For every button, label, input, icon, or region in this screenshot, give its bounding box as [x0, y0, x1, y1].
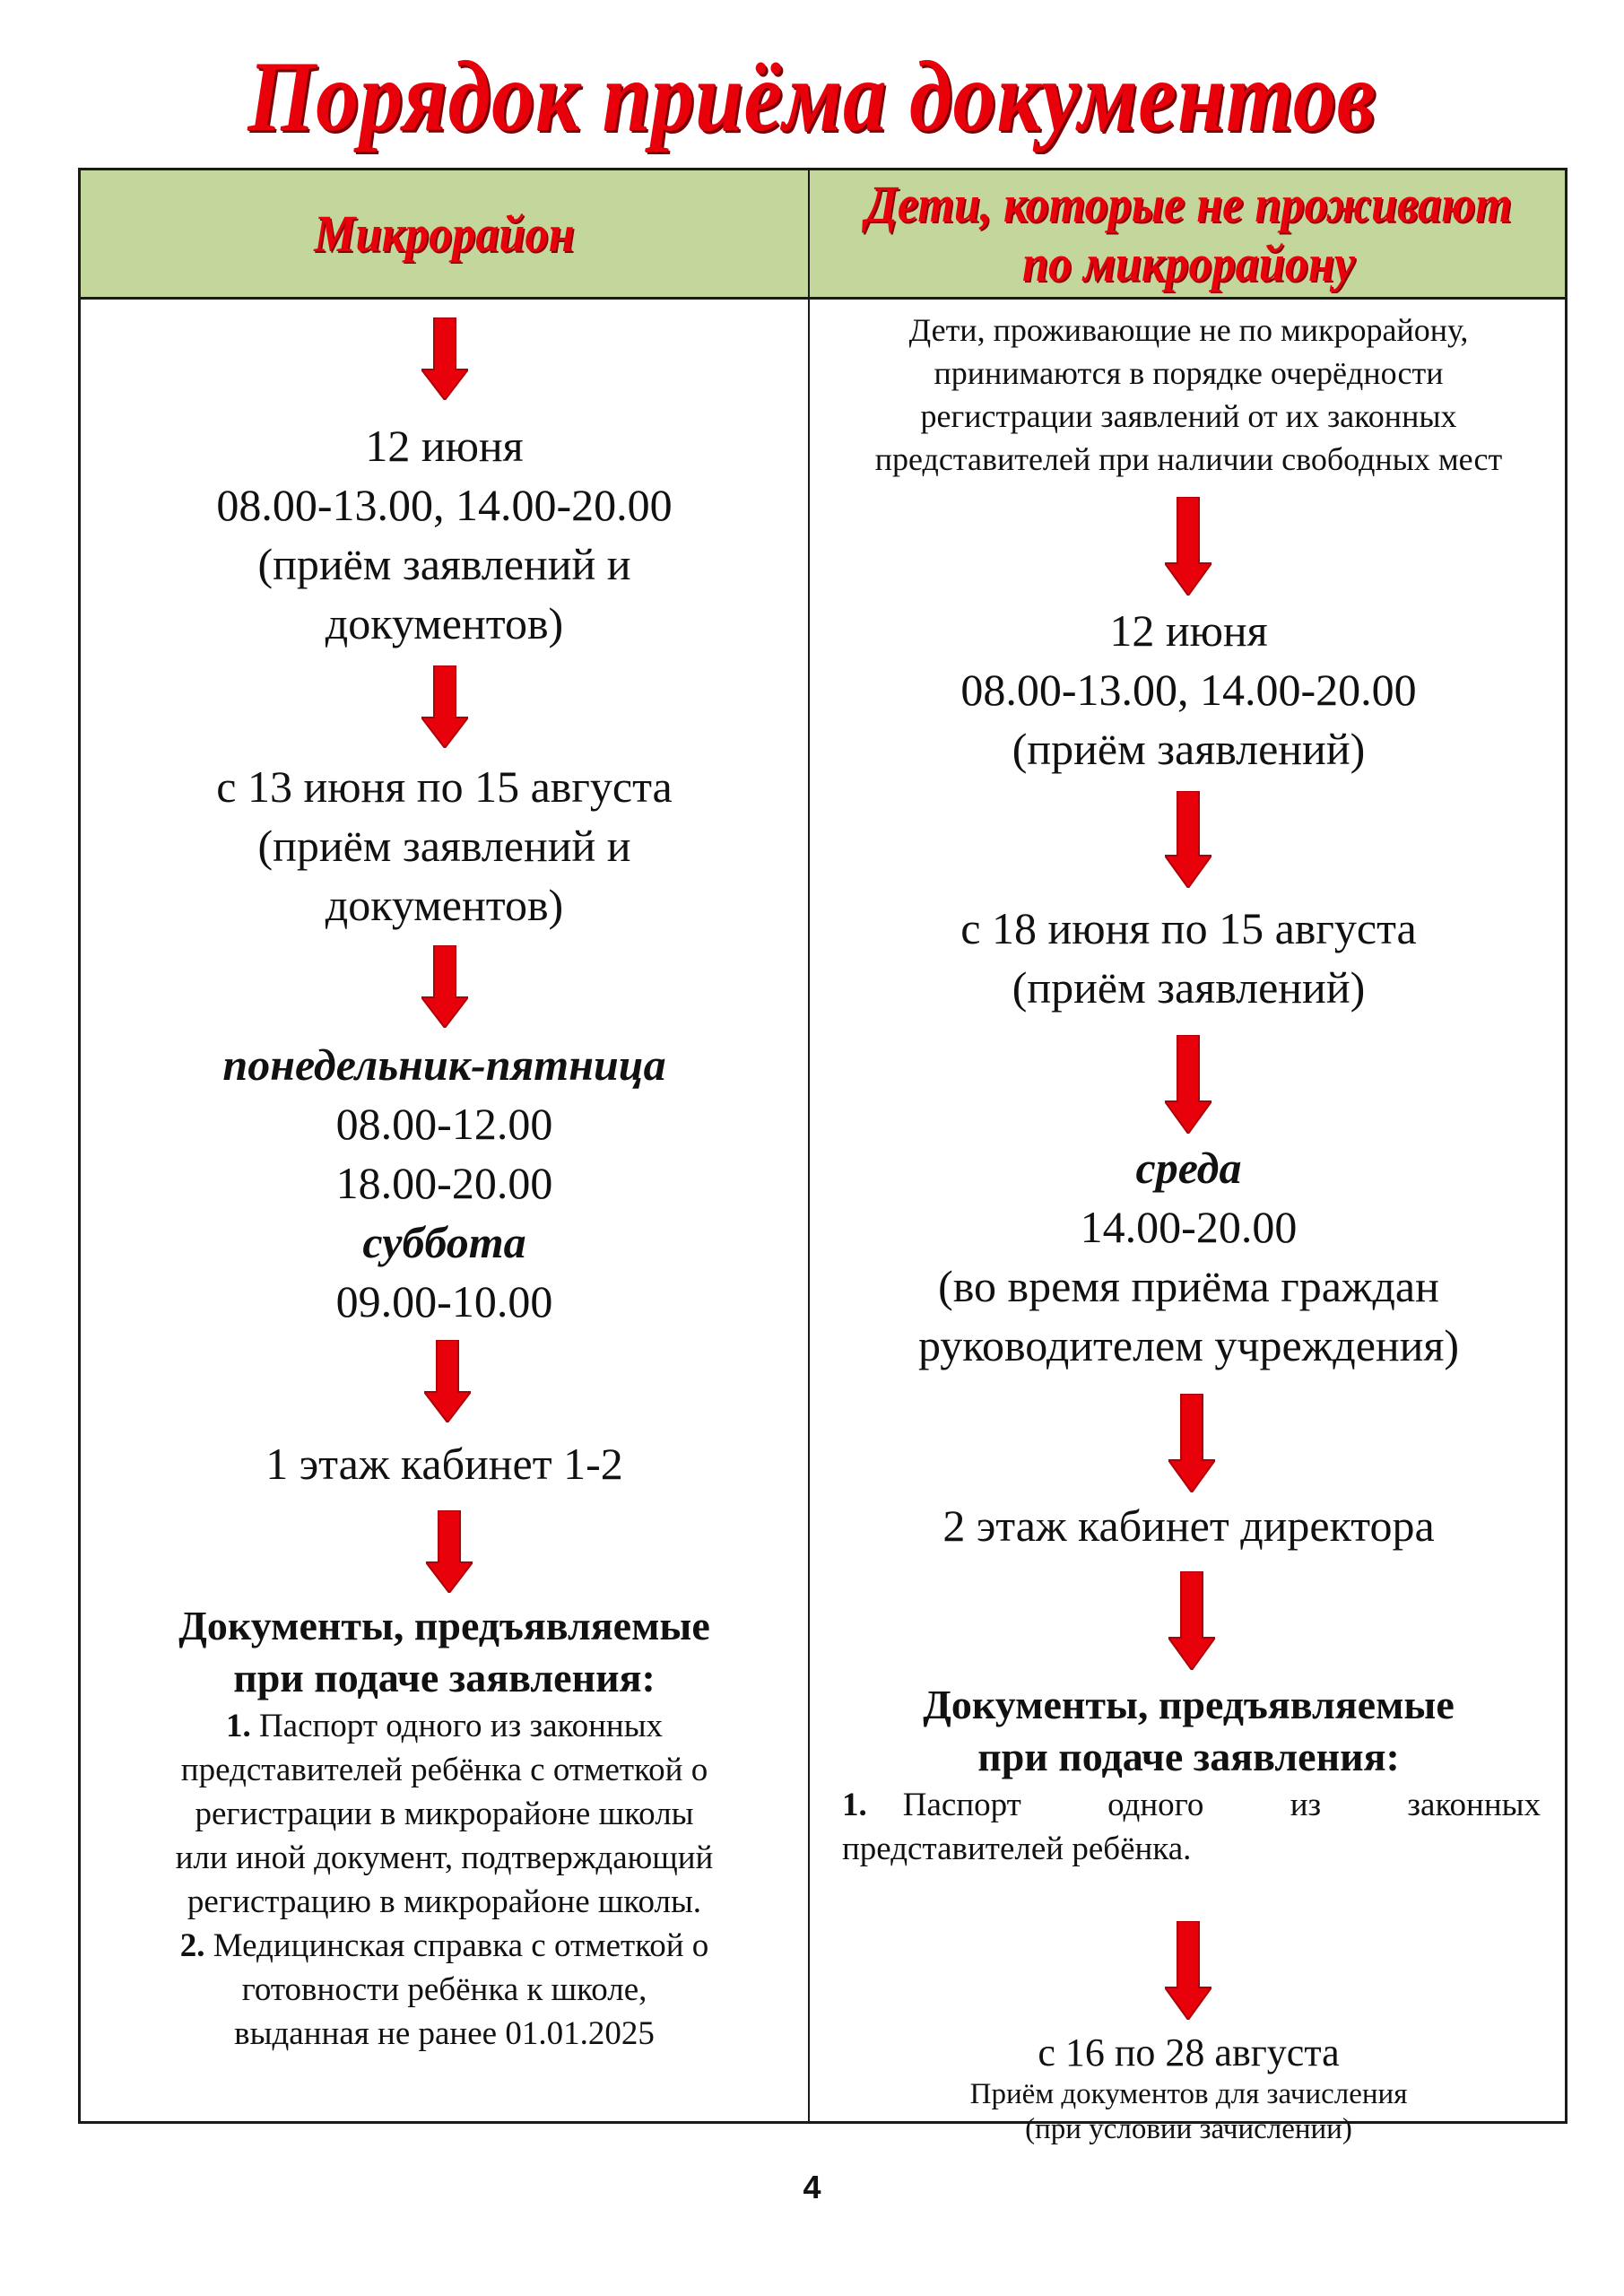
- left-step2-note: (приём заявлений и: [257, 821, 631, 871]
- saturday-hours: 09.00-10.00: [335, 1276, 553, 1326]
- item-text: Паспорт одного из законных: [258, 1708, 664, 1744]
- left-step1-date: 12 июня: [365, 421, 524, 471]
- item-text: представителей ребёнка с отметкой о: [180, 1752, 708, 1788]
- intro-line: представителей при наличии свободных мест: [874, 441, 1503, 477]
- item-text: готовности ребёнка к школе,: [241, 1971, 647, 2008]
- left-step2: [81, 757, 808, 935]
- header-microdistrict: Микрорайон: [314, 204, 575, 263]
- left-step3: [81, 1035, 808, 1331]
- right-step2: [810, 899, 1568, 1017]
- left-step1-note: (приём заявлений и: [257, 539, 631, 589]
- arrow-down-icon: [1168, 1571, 1215, 1670]
- page-number: 4: [803, 2169, 821, 2205]
- arrow-down-icon: [426, 1510, 473, 1593]
- item-number: 2.: [179, 1927, 205, 1964]
- right-doc-item-1: [810, 1783, 1568, 1871]
- right-docs-heading-cont: при подаче заявления:: [977, 1734, 1400, 1779]
- left-step1-note-cont: документов): [325, 598, 564, 648]
- wednesday-note-cont: руководителем учреждения): [917, 1320, 1460, 1370]
- right-step6: [810, 2029, 1568, 2147]
- item-number: 1.: [842, 1787, 867, 1823]
- saturday-label: суббота: [362, 1217, 526, 1267]
- item-text: или иной документ, подтверждающий: [175, 1839, 714, 1876]
- item-text: регистрации в микрорайоне школы: [195, 1796, 694, 1832]
- weekdays-hours-2: 18.00-20.00: [335, 1158, 553, 1208]
- left-docs-heading: Документы, предъявляемые: [178, 1603, 710, 1648]
- right-step3: [810, 1138, 1568, 1375]
- item-text: Медицинская справка с отметкой о: [213, 1927, 709, 1964]
- wednesday-hours: 14.00-20.00: [1080, 1202, 1298, 1252]
- intro-line: принимаются в порядке очерёдности: [934, 355, 1444, 391]
- arrow-down-icon: [1165, 1921, 1211, 2020]
- arrow-down-icon: [1165, 497, 1211, 596]
- left-step1: [81, 416, 808, 653]
- page-title: Порядок приёма документов: [248, 41, 1376, 152]
- right-step2-date: с 18 июня по 15 августа: [960, 903, 1417, 953]
- right-intro: [810, 309, 1568, 481]
- intro-line: регистрации заявлений от их законных: [920, 398, 1457, 434]
- arrow-down-icon: [421, 945, 468, 1028]
- right-location: 2 этаж кабинет директора: [942, 1500, 1435, 1551]
- right-documents: [810, 1679, 1568, 1871]
- left-doc-item-1: [81, 1704, 808, 1924]
- procedure-table: [78, 168, 1568, 2145]
- left-location: 1 этаж кабинет 1-2: [265, 1439, 623, 1489]
- left-documents: [81, 1600, 808, 2056]
- left-step2-note-cont: документов): [325, 880, 564, 930]
- arrow-down-icon: [424, 1340, 471, 1422]
- left-step1-hours: 08.00-13.00, 14.00-20.00: [216, 480, 673, 530]
- left-docs-heading-cont: при подаче заявления:: [233, 1655, 656, 1700]
- intro-line: Дети, проживающие не по микрорайону,: [908, 312, 1469, 348]
- arrow-down-icon: [1165, 1035, 1211, 1134]
- right-step1: [810, 601, 1568, 778]
- item-number: 1.: [225, 1708, 251, 1744]
- arrow-down-icon: [1165, 791, 1211, 888]
- item-text: Паспорт одного из законных: [902, 1787, 1541, 1823]
- right-step2-note: (приём заявлений): [1012, 962, 1366, 1013]
- right-docs-heading: Документы, предъявляемые: [923, 1682, 1455, 1727]
- left-doc-item-2: [81, 1924, 808, 2056]
- left-step2-date: с 13 июня по 15 августа: [216, 761, 673, 812]
- weekdays-hours-1: 08.00-12.00: [335, 1099, 553, 1149]
- right-step6-date: с 16 по 28 августа: [1038, 2031, 1340, 2074]
- right-step1-hours: 08.00-13.00, 14.00-20.00: [960, 665, 1417, 715]
- item-text: представителей ребёнка.: [842, 1831, 1192, 1867]
- weekdays-label: понедельник-пятница: [222, 1039, 666, 1090]
- header-non-microdistrict: Дети, которые не проживают по микрорайону: [865, 174, 1512, 292]
- right-step6-note-cont: (при условии зачислении): [1025, 2113, 1352, 2145]
- arrow-down-icon: [1168, 1394, 1215, 1492]
- wednesday-label: среда: [1135, 1143, 1242, 1193]
- right-step1-date: 12 июня: [1109, 605, 1268, 656]
- arrow-down-icon: [421, 665, 468, 748]
- right-step6-note: Приём документов для зачисления: [969, 2078, 1408, 2110]
- wednesday-note: (во время приёма граждан: [938, 1261, 1439, 1311]
- item-text: регистрацию в микрорайоне школы.: [187, 1883, 702, 1920]
- arrow-down-icon: [421, 317, 468, 400]
- right-step1-note: (приём заявлений): [1012, 724, 1366, 774]
- item-text: выданная не ранее 01.01.2025: [234, 2015, 655, 2052]
